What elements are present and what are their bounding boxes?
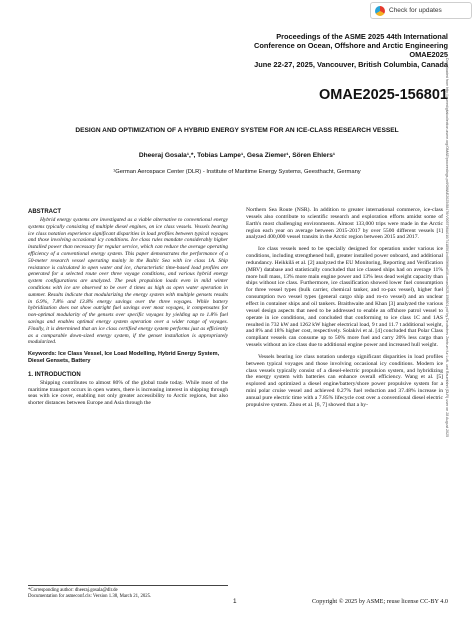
paper-id: OMAE2025-156801 — [319, 87, 448, 103]
check-for-updates-badge[interactable] — [370, 2, 472, 19]
right-paragraph-2: Ice class vessels need to be specially designed for operation under various ice conditions, including strengthened hull, greater installed power onboard, and additional redundancy. Heikkilä et al. [2] analyzed the EU Monitoring, Reporting and Verification (MRV) database and statistically concluded that ice classed ships had on average 11% more hull mass, 13% more main engine power and 13% less dead weight capacity than ships without ice class. Furthermore, ice classification showed lower fuel consumption for three vessel types (bulk carrier, chemical tanker, and ro-pax vessel), higher fuel consumption two vessel types (general cargo ship and ro-ro vessel) and an unclear effect in container ships and oil tankers. Braithwaite and Khan [3] analyzed the various vessel design aspects that need to be addressed to enable an offshore patrol vessel to operate in ice conditions, and concluded that conforming to ice class 1C and 1AS resulted in 732 kW and 1262 kW higher electrical load, 9 t and 11.7 t additional weight, and 8% and 18% higher cost, respectively. Solakivi et al. [4] concluded that Polar Class compliant vessels can consume up to 50% more fuel and carry 20% less cargo than vessels without an ice class due to additional engine power and increased hull weight. — [246, 246, 443, 349]
abstract-text: Hybrid energy systems are investigated as a viable alternative to conventional energy systems typically consisting of multiple diesel engines, on ice class vessels. Vessels bearing ice class notation experience significant disparities in load profiles between typical voyages and those involving occasional icy conditions. Ice class rules mandate considerably higher installed power than necessary for regular service, which can reduce the average operating efficiency of a conventional energy system. This paper demonstrates the performance of a 50-meter research vessel operating mainly in the Baltic Sea with ice class 1A. Ship resistance is calculated in open water and ice, characteristic time-based load profiles are generated for a selected route over three voyage conditions, and various hybrid energy system configurations are analyzed. The peak propulsion loads even in mild winter conditions with ice are observed to be over 4 times as high as open water operation in summer. Results indicate that modularizing the energy system with multiple gensets results in 6.9%, 7.8% and 13.8% energy savings over the three voyages. While battery hybridization does not show outright fuel savings over most voyages, it compensates for non-optimal modularity of the gensets over specific voyages by yielding up to 1.8% fuel savings and enables optimal energy system operation over a wider range of voyages. Finally, it is determined that an ice class certified energy system performs just as efficiently as a comparable down-sized energy system, if the genset installation is appropriately modularized. — [28, 217, 228, 346]
left-column — [28, 209, 228, 407]
header-line-3: OMAE2025 — [409, 50, 448, 60]
paper-title: DESIGN AND OPTIMIZATION OF A HYBRID ENERGY SYSTEM FOR AN ICE-CLASS RESEARCH VESSEL — [75, 127, 399, 134]
header-line-1: Proceedings of the ASME 2025 44th International — [276, 32, 448, 41]
keywords: Keywords: Ice Class Vessel, Ice Load Modelling, Hybrid Energy System, Diesel Gensets, Battery — [28, 351, 220, 364]
copyright-notice: Copyright © 2025 by ASME; reuse license CC-BY 4.0 — [312, 598, 448, 605]
right-column — [246, 207, 443, 409]
header-line-2: Conference on Ocean, Offshore and Arctic Engineering — [254, 41, 448, 51]
corresponding-author-note: *Corresponding author: dheeraj.gosala@dlr.de — [28, 588, 118, 593]
documentation-note: Documentation for asmeconf.cls: Version 1.38, March 21, 2025. — [28, 594, 152, 599]
footnotes — [28, 585, 228, 600]
right-paragraph-3: Vessels bearing ice class notation undergo significant disparities in load profiles between typical voyages and those involving occasional icy conditions. Modern ice class vessels typically consist of a diesel-electric propulsion system, and hybridizing the energy system with batteries can enhance overall efficiency. Wang et al. [5] explored and optimized a diesel engine/battery/shore power propulsive system for a mini polar cruise vessel and achieved 0.27% fuel reduction and 37.48% increase in annual pure electric time with a 7.85% lifecycle cost over a conventional diesel electric propulsive system. Zhou et al. [6, 7] showed that a hy- — [246, 353, 443, 408]
authors: Dheeraj Gosala¹,*, Tobias Lampe¹, Gesa Ziemer¹, Sören Ehlers¹ — [138, 152, 336, 159]
download-note-text: Downloaded from http://asmedigitalcollection.asme.org/OMAE/proceedings-pdf/OMAE2025/88476/V005T06A010/7418501/v005t06a010-omae2025-156801.pdf by Deutsches Zentrum fur Luft- und Raumfahrt (DLR) user on 28 August 2025 — [445, 58, 449, 438]
page-number: 1 — [233, 598, 237, 605]
right-paragraph-1: Northern Sea Route (NSR). In addition to greater international commerce, ice-class vessels also contribute to scientific research and exploration efforts amidst some of Earth's most challenging environments. Almost 133,000 trips were made in the Arctic region each year on average between 2015-2017 by over 5500 different vessels [1] analyzed 400,000 vessel transits in the Arctic region between 2015 and 2017. — [246, 207, 443, 241]
header-line-4: June 22-27, 2025, Vancouver, British Columbia, Canada — [254, 59, 448, 69]
check-for-updates-label: Check for updates — [389, 7, 442, 14]
conference-header — [148, 32, 448, 69]
intro-paragraph: Shipping contributes to almost 80% of the global trade today. While most of the maritime transport occurs in open waters, there is increasing interest in shipping through seas with ice cover, enabling not only greater accessibility to Arctic regions, but also shorter distances between Europe and Asia through the — [28, 379, 228, 407]
abstract-heading: ABSTRACT — [28, 209, 61, 215]
introduction-heading: 1. INTRODUCTION — [28, 371, 81, 378]
affiliation: ¹German Aerospace Center (DLR) - Institute of Maritime Energy Systems, Geesthacht, Germany — [113, 169, 361, 175]
crossmark-icon — [375, 6, 385, 16]
